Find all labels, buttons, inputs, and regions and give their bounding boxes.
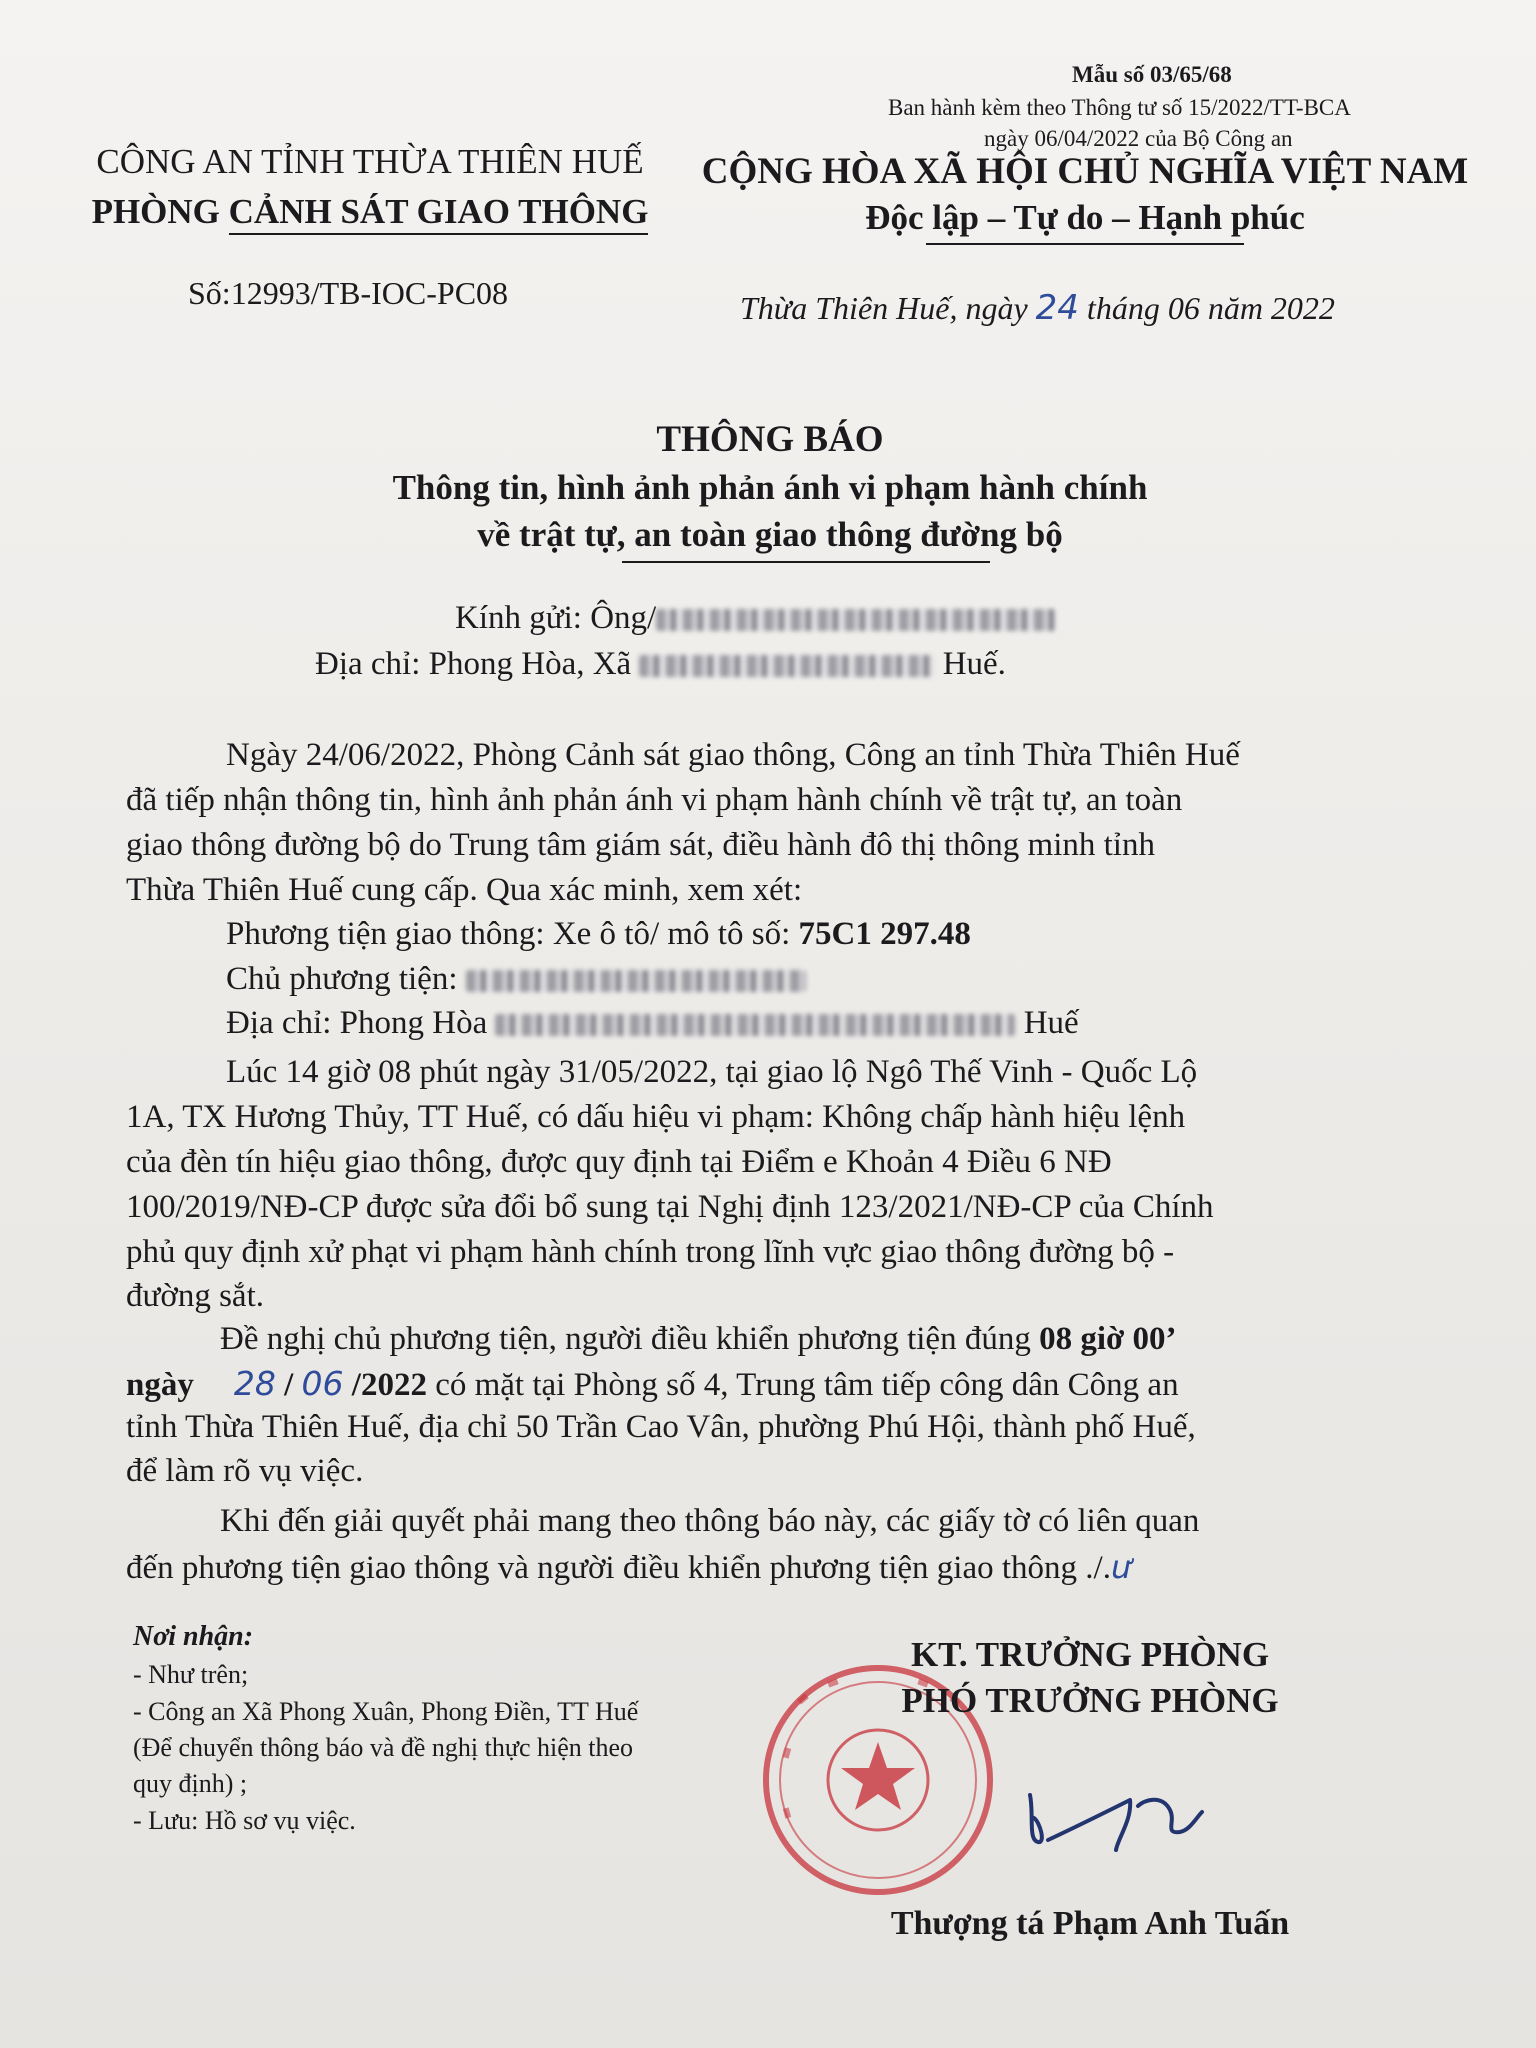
vehicle-line — [226, 916, 971, 953]
appointment-location: có mặt tại Phòng số 4, Trung tâm tiếp công dân Công an — [426, 1367, 1179, 1403]
paragraph-2-line-2: 1A, TX Hương Thủy, TT Huế, có dấu hiệu vi phạm: Không chấp hành hiệu lệnh — [126, 1099, 1186, 1135]
owner-line — [226, 961, 806, 998]
document-title: THÔNG BÁO — [656, 419, 884, 460]
owner-address-prefix: Địa chỉ: Phong Hòa — [226, 1005, 496, 1041]
vehicle-plate: 75C1 297.48 — [798, 916, 971, 952]
document-subtitle-2: về trật tự, an toàn giao thông đường bộ — [477, 515, 1063, 554]
addressee-label: Kính gửi: Ông/ — [455, 600, 657, 636]
paragraph-3-line-3: tỉnh Thừa Thiên Huế, địa chỉ 50 Trần Cao Vân, phường Phú Hội, thành phố Huế, — [126, 1409, 1196, 1445]
issuer-org-parent: CÔNG AN TỈNH THỪA THIÊN HUẾ — [96, 142, 644, 181]
appointment-day-handwritten: 28 — [233, 1364, 276, 1403]
redacted-owner-address — [495, 1014, 1015, 1036]
paragraph-2-line-3: của đèn tín hiệu giao thông, được quy định tại Điểm e Khoản 4 Điều 6 NĐ — [126, 1144, 1112, 1180]
redacted-owner — [466, 970, 806, 992]
nation-motto: Độc lập – Tự do – Hạnh phúc — [865, 198, 1305, 237]
dateline-suffix: tháng 06 năm 2022 — [1078, 290, 1335, 326]
dateline — [740, 288, 1335, 328]
subtitle-underline — [622, 561, 990, 563]
owner-address-line — [226, 1005, 1079, 1042]
closing-text: đến phương tiện giao thông và người điều khiển phương tiện giao thông ./. — [126, 1550, 1111, 1586]
paragraph-1-line-2: đã tiếp nhận thông tin, hình ảnh phản ánh vi phạm hành chính về trật tự, an toàn — [126, 782, 1183, 818]
paragraph-2-line-6: đường sắt. — [126, 1278, 264, 1314]
appointment-month-handwritten: 06 — [301, 1364, 344, 1403]
recipient-item: - Lưu: Hồ sơ vụ việc. — [133, 1806, 356, 1835]
address-prefix: Địa chỉ: Phong Hòa, Xã — [315, 646, 640, 682]
signature-title-line-1: KT. TRƯỞNG PHÒNG — [910, 1635, 1270, 1674]
form-reference-line-2: ngày 06/04/2022 của Bộ Công an — [984, 126, 1293, 151]
appointment-time: 08 giờ 00’ — [1039, 1321, 1177, 1357]
initial-mark-handwritten: ư — [1110, 1548, 1132, 1586]
document-number: Số:12993/TB-IOC-PC08 — [188, 275, 509, 311]
recipient-item: quy định) ; — [133, 1769, 248, 1798]
vehicle-label: Phương tiện giao thông: Xe ô tô/ mô tô số: — [226, 916, 799, 952]
address-suffix: Huế. — [934, 646, 1006, 682]
signer-name: Thượng tá Phạm Anh Tuấn — [890, 1905, 1290, 1942]
paragraph-3-line-1 — [220, 1321, 1177, 1358]
paragraph-1-line-1: Ngày 24/06/2022, Phòng Cảnh sát giao thông, Công an tỉnh Thừa Thiên Huế — [226, 737, 1240, 773]
addressee-line — [455, 600, 1056, 637]
paragraph-1-line-3: giao thông đường bộ do Trung tâm giám sát, điều hành đô thị thông minh tỉnh — [126, 827, 1155, 863]
addressee-address — [315, 646, 1006, 683]
appointment-year: /2022 — [343, 1367, 427, 1403]
paragraph-4-line-2 — [126, 1548, 1131, 1587]
redacted-address — [639, 655, 934, 677]
recipient-item: - Công an Xã Phong Xuân, Phong Điền, TT Huế — [133, 1697, 639, 1726]
handwritten-signature — [1020, 1770, 1220, 1860]
recipient-item: (Để chuyển thông báo và đề nghị thực hiện theo — [133, 1733, 634, 1762]
issuer-dept-prefix: PHÒNG — [91, 192, 229, 231]
dateline-prefix: Thừa Thiên Huế, ngày — [740, 290, 1036, 326]
document-subtitle-1: Thông tin, hình ảnh phản ánh vi phạm hành chính — [392, 468, 1148, 507]
signature-title-line-2: PHÓ TRƯỞNG PHÒNG — [901, 1681, 1279, 1720]
owner-label: Chủ phương tiện: — [226, 961, 466, 997]
paragraph-3-line-4: để làm rõ vụ việc. — [126, 1453, 364, 1489]
redacted-name — [656, 609, 1056, 631]
recipients-title: Nơi nhận: — [133, 1621, 254, 1652]
dateline-day-handwritten: 24 — [1035, 288, 1079, 328]
form-reference-line-1: Ban hành kèm theo Thông tư số 15/2022/TT-BCA — [888, 95, 1351, 120]
paragraph-2-line-1: Lúc 14 giờ 08 phút ngày 31/05/2022, tại giao lộ Ngô Thế Vinh - Quốc Lộ — [226, 1054, 1198, 1090]
appointment-request: Đề nghị chủ phương tiện, người điều khiển phương tiện đúng — [220, 1321, 1040, 1357]
nation-name: CỘNG HÒA XÃ HỘI CHỦ NGHĨA VIỆT NAM — [701, 151, 1469, 192]
paragraph-2-line-5: phủ quy định xử phạt vi phạm hành chính trong lĩnh vực giao thông đường bộ - — [126, 1234, 1175, 1270]
owner-address-suffix: Huế — [1015, 1005, 1079, 1041]
issuer-org-department — [80, 192, 660, 232]
paragraph-3-line-2 — [126, 1364, 1179, 1404]
appointment-day-label: ngày — [126, 1367, 194, 1403]
paragraph-4-line-1: Khi đến giải quyết phải mang theo thông báo này, các giấy tờ có liên quan — [220, 1503, 1200, 1539]
date-separator: / — [275, 1367, 302, 1403]
form-number: Mẫu số 03/65/68 — [1072, 62, 1232, 87]
recipient-item: - Như trên; — [133, 1660, 249, 1689]
paragraph-2-line-4: 100/2019/NĐ-CP được sửa đổi bổ sung tại Nghị định 123/2021/NĐ-CP của Chính — [126, 1189, 1214, 1225]
issuer-dept-name: CẢNH SÁT GIAO THÔNG — [229, 192, 649, 235]
motto-underline — [926, 243, 1244, 245]
paragraph-1-line-4: Thừa Thiên Huế cung cấp. Qua xác minh, xem xét: — [126, 872, 803, 908]
